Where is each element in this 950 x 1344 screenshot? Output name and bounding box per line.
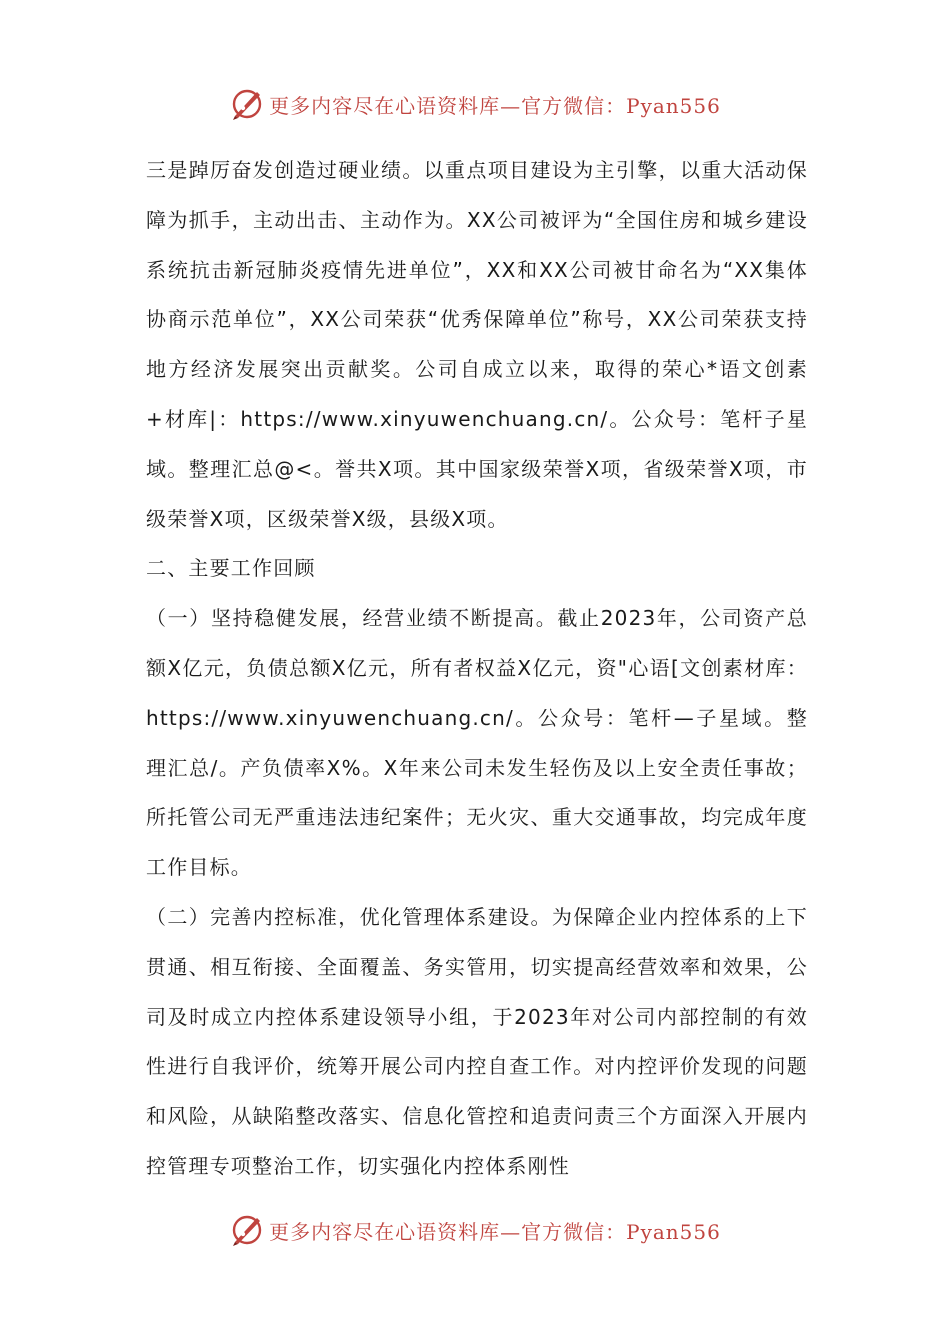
section-heading-work-review: 二、主要工作回顾 bbox=[146, 556, 316, 581]
document-body bbox=[146, 146, 808, 1192]
wechat-id: Pyan556 bbox=[626, 93, 721, 118]
footer-banner bbox=[0, 1210, 950, 1250]
paragraph-steady-development: （一）坚持稳健发展，经营业绩不断提高。截止2023年，公司资产总额X亿元，负债总额X亿元，所有者权益X亿元，资"心语[文创素材库：https://www.xinyuwenchuang.cn/。公众号：笔杆—子星域。整理汇总/。产负债率X%。X年来公司未发生轻伤及以上安全责任事故；所托管公司无严重违法违纪案件；无火灾、重大交通事故，均完成年度工作目标。 bbox=[146, 606, 808, 880]
pen-circle-logo-icon bbox=[229, 86, 265, 122]
header-banner-text: 更多内容尽在心语资料库—官方微信：Pyan556 bbox=[269, 93, 721, 118]
header-banner bbox=[0, 84, 950, 124]
pen-circle-logo-icon bbox=[229, 1212, 265, 1248]
paragraph-achievements: 三是踔厉奋发创造过硬业绩。以重点项目建设为主引擎，以重大活动保障为抓手，主动出击、主动作为。XX公司被评为“全国住房和城乡建设系统抗击新冠肺炎疫情先进单位”，XX和XX公司被甘命名为“XX集体协商示范单位”，XX公司荣获“优秀保障单位”称号，XX公司荣获支持地方经济发展突出贡献奖。公司自成立以来，取得的荣心*语文创素+材库|：https://www.xinyuwenchuang.cn/。公众号：笔杆子星域。整理汇总@<。誉共X项。其中国家级荣誉X项，省级荣誉X项，市级荣誉X项，区级荣誉X级，县级X项。 bbox=[146, 158, 808, 531]
wechat-id: Pyan556 bbox=[626, 1219, 721, 1244]
paragraph-internal-control: （二）完善内控标准，优化管理体系建设。为保障企业内控体系的上下贯通、相互衔接、全面覆盖、务实管用，切实提高经营效率和效果，公司及时成立内控体系建设领导小组，于2023年对公司内部控制的有效性进行自我评价，统筹开展公司内控自查工作。对内控评价发现的问题和风险，从缺陷整改落实、信息化管控和追责问责三个方面深入开展内控管理专项整治工作，切实强化内控体系刚性 bbox=[146, 904, 808, 1178]
footer-banner-text: 更多内容尽在心语资料库—官方微信：Pyan556 bbox=[269, 1219, 721, 1244]
